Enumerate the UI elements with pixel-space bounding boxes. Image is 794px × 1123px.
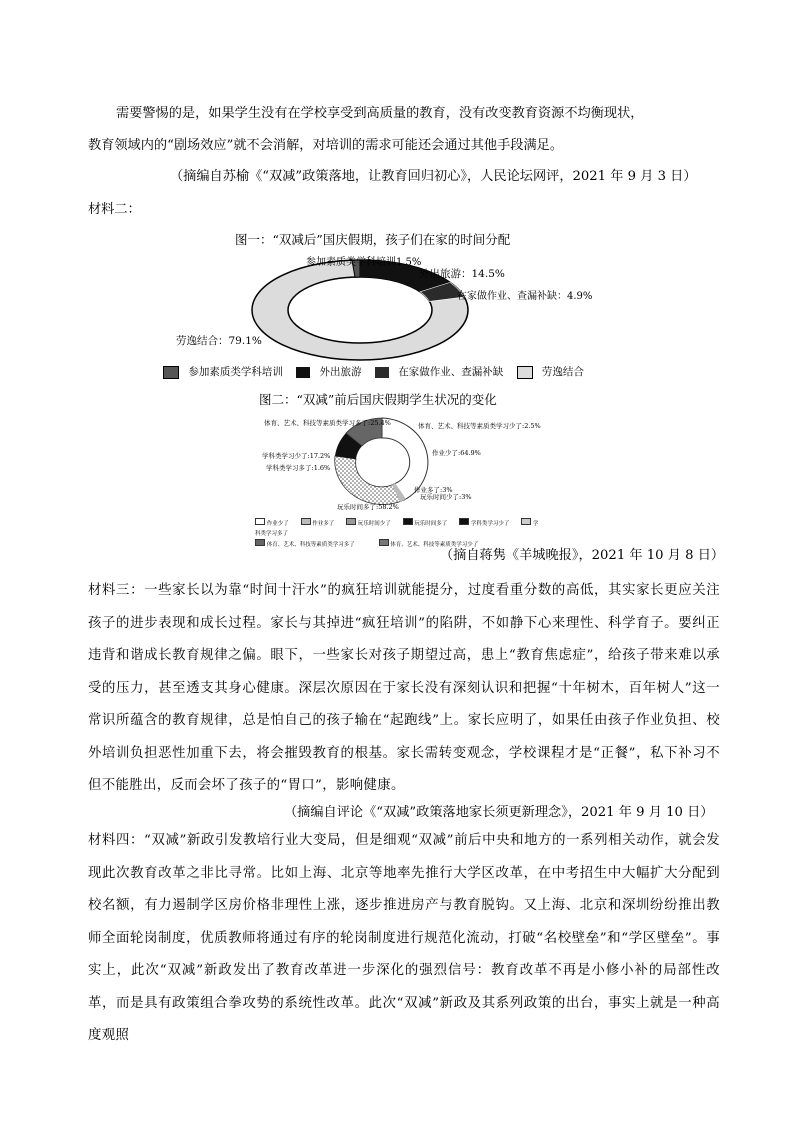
material-3-paragraph: 材料三：一些家长以为靠“时间十汗水”的疯狂培训就能提分，过度看重分数的高低，其实家长更应关注孩子的进步表现和成长过程。家长与其掉进“疯狂培训”的陷阱，不如静下心来理性、科学育子。要纠正违背和谐成长教育规律之偏。眼下，一些家长对孩子期望过高，患上“教育焦虑症”，给孩子带来难以承受的压力，甚至透支其身心健康。深层次原因在于家长没有深刻认识和把握“十年树木，百年树人”这一常识所蕴含的教育规律，总是怕自己的孩子输在“起跑线”上。家长应明了，如果任由孩子作业负担、校外培训负担恶性加重下去，将会摧毁教育的根基。家长需转变观念，学校课程才是“正餐”，私下补习不但不能胜出，反而会坏了孩子的“胃口”，影响健康。 xyxy=(88,583,720,793)
material-2-label: 材料二： xyxy=(88,202,141,217)
legend-swatch xyxy=(403,518,413,525)
source-3: （摘编自评论《“双减”政策落地家长须更新理念》，2021 年 9 月 10 日） xyxy=(284,805,714,820)
legend-label: 参加素质类学科培训 xyxy=(188,366,283,378)
legend-swatch xyxy=(346,518,356,525)
legend-label: 学科类学习多了 xyxy=(255,521,539,537)
figure-2-label-fun-more: 玩乐时间多了:58.2% xyxy=(337,503,399,511)
figure-2-title: 图二：“双减”前后国庆假期学生状况的变化 xyxy=(259,392,497,407)
paragraph-1: 需要警惕的是，如果学生没有在学校享受到高质量的教育，没有改变教育资源不均衡现状， xyxy=(116,106,644,121)
legend-swatch xyxy=(459,518,469,525)
legend-label: 在家做作业、查漏补缺 xyxy=(398,366,504,378)
legend-swatch xyxy=(255,518,265,525)
legend-label: 外出旅游 xyxy=(319,366,362,378)
legend-label: 体育、艺术、科技等素质类学习多了 xyxy=(266,542,355,548)
figure-2-label-subject-less: 学科类学习少了:17.2% xyxy=(262,452,331,460)
figure-1-label-quality: 参加素质类学科培训1.5% xyxy=(306,257,422,268)
legend-label: 玩乐时间多了 xyxy=(414,521,448,527)
figure-1-label-homework: 在家做作业、查漏补缺：4.9% xyxy=(457,291,593,302)
legend-swatch xyxy=(379,539,389,546)
legend-swatch xyxy=(517,366,533,379)
figure-2-label-homework-more: 作业多了:3% xyxy=(414,486,453,494)
slice-fun-more xyxy=(335,456,404,505)
legend-label: 作业少了 xyxy=(266,521,289,527)
figure-2-donut-chart xyxy=(0,412,794,512)
legend-label: 作业多了 xyxy=(312,521,335,527)
legend-label: 劳逸结合 xyxy=(541,366,584,378)
material-4-paragraph: 材料四：“双减”新政引发教培行业大变局，但是细观“双减”前后中央和地方的一系列相关动作，就会发现此次教育改革之非比寻常。比如上海、北京等地率先推行大学区改革，在中考招生中大幅扩大分配到校名额，有力遏制学区房价格非理性上涨，逐步推进房产与教育脱钩。又上海、北京和深圳纷纷推出教师全面轮岗制度，优质教师将通过有序的轮岗制度进行规范化流动，打破“名校壁垒”和“学区壁垒”。事实上，此次“双减”新政发出了教育改革进一步深化的强烈信号：教育改革不再是小修小补的局部性改革，而是具有政策组合拳攻势的系统性改革。此次“双减”新政及其系列政策的出台，事实上就是一种高度观照 xyxy=(88,833,720,1043)
legend-swatch xyxy=(296,367,310,378)
legend-label: 体育、艺术、科技等素质类学习少了 xyxy=(390,542,479,548)
figure-1-label-rest: 劳逸结合：79.1% xyxy=(176,335,262,347)
figure-2-label-subject-more: 学科类学习多了:1.6% xyxy=(266,464,331,472)
legend-label: 学科类学习少了 xyxy=(470,521,510,527)
figure-1-donut-chart xyxy=(0,252,794,402)
figure-2-label-quality-less: 体育、艺术、科技等素质类学习少了:2.5% xyxy=(418,422,541,430)
figure-2-label-quality-more: 体育、艺术、科技等素质类学习多了:25.4% xyxy=(264,419,391,427)
legend-swatch xyxy=(301,518,311,525)
figure-1-label-travel: 外出旅游：14.5% xyxy=(419,268,505,280)
figure-2-label-homework-less: 作业少了:64.9% xyxy=(432,449,481,457)
legend-swatch xyxy=(521,518,531,525)
figure-1-legend xyxy=(163,364,584,379)
source-2: （摘自蒋隽《羊城晚报》，2021 年 10 月 8 日） xyxy=(440,548,725,563)
legend-swatch xyxy=(375,367,389,378)
figure-1-title: 图一：“双减后”国庆假期，孩子们在家的时间分配 xyxy=(235,232,511,247)
source-1: （摘编自苏榆《“双减”政策落地，让教育回归初心》，人民论坛网评，2021 年 9 月 3 日） xyxy=(170,169,697,184)
legend-label: 玩乐时间少了 xyxy=(357,521,391,527)
legend-swatch xyxy=(255,539,265,546)
legend-swatch xyxy=(163,366,179,379)
paragraph-2: 教育领域内的“剧场效应”就不会消解，对培训的需求可能还会通过其他手段满足。 xyxy=(88,138,564,153)
figure-2-label-fun-less: 玩乐时间少了:3% xyxy=(420,493,472,501)
